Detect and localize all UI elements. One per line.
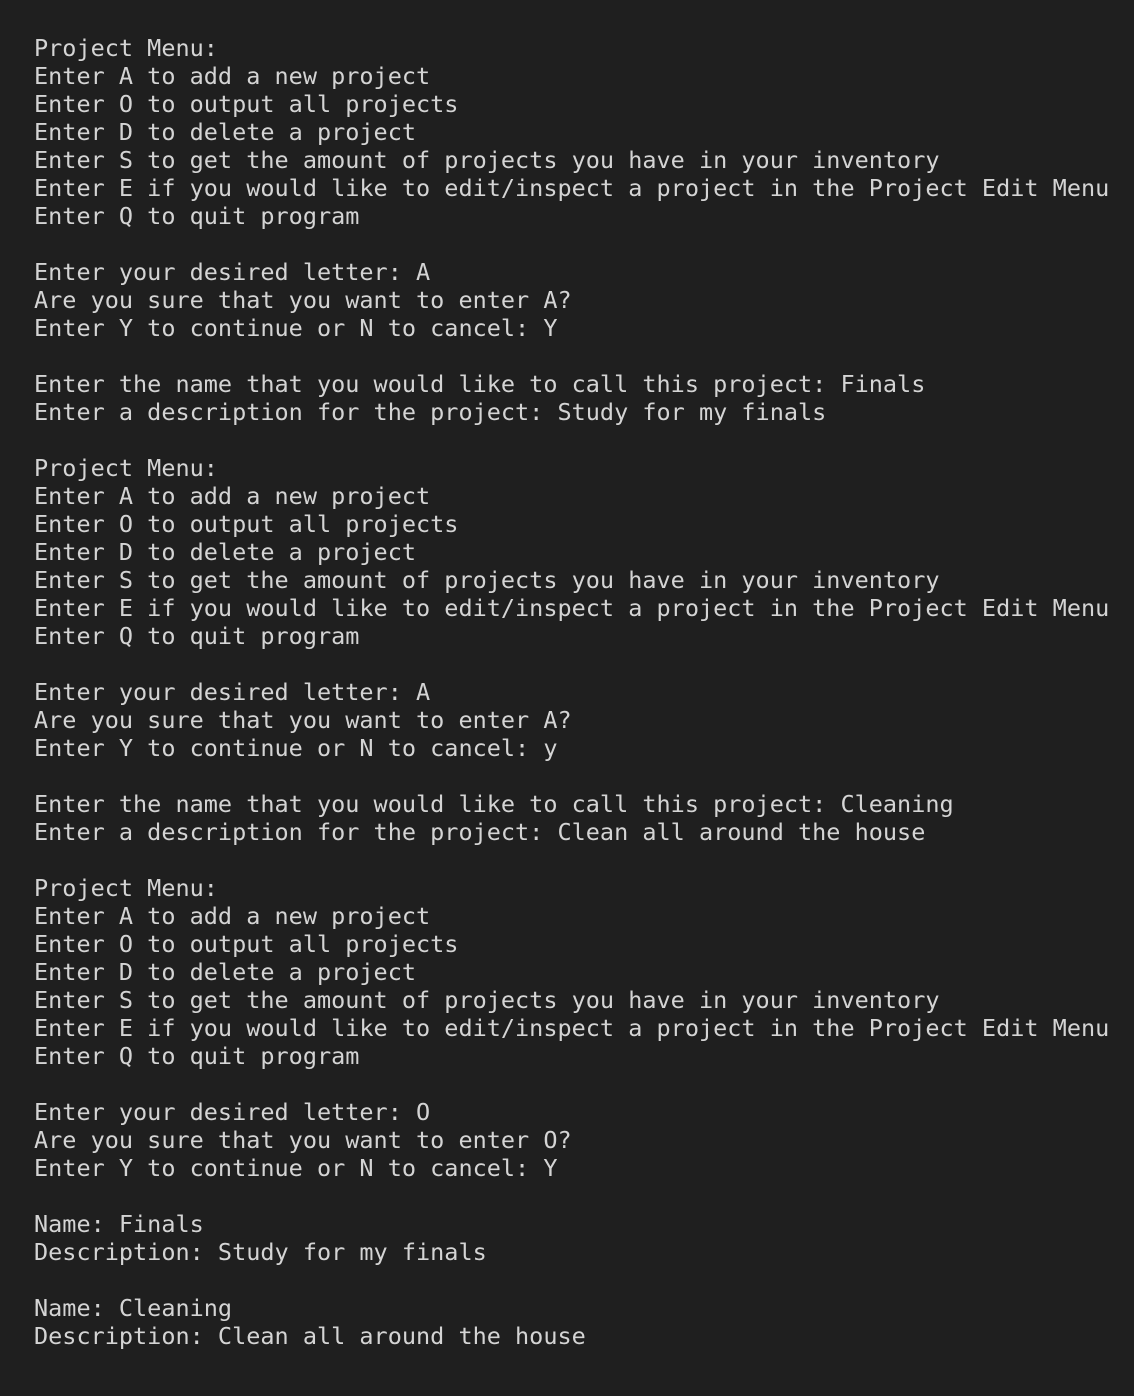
terminal-line <box>34 650 1134 678</box>
terminal-line: Enter the name that you would like to call this project: Finals <box>34 370 926 398</box>
terminal-line: Enter Q to quit program <box>34 622 360 650</box>
terminal-line: Enter E if you would like to edit/inspect a project in the Project Edit Menu <box>34 594 1110 622</box>
terminal-line: Enter Q to quit program <box>34 1042 360 1070</box>
terminal-line <box>34 1070 1134 1098</box>
terminal-line <box>34 342 1134 370</box>
terminal-line <box>34 426 1134 454</box>
terminal-line: Enter A to add a new project <box>34 62 431 90</box>
terminal-line <box>34 230 1134 258</box>
terminal-line: Enter Y to continue or N to cancel: y <box>34 734 558 762</box>
terminal-line: Enter S to get the amount of projects you have in your inventory <box>34 986 940 1014</box>
terminal-line: Enter A to add a new project <box>34 902 431 930</box>
terminal-line: Are you sure that you want to enter O? <box>34 1126 572 1154</box>
terminal-line: Enter O to output all projects <box>34 930 459 958</box>
terminal-line: Enter a description for the project: Clean all around the house <box>34 818 926 846</box>
terminal-line: Enter O to output all projects <box>34 90 459 118</box>
terminal-line <box>34 1182 1134 1210</box>
terminal-line: Project Menu: <box>34 874 218 902</box>
terminal-line: Enter your desired letter: A <box>34 678 431 706</box>
terminal-line: Enter O to output all projects <box>34 510 459 538</box>
terminal-line: Name: Finals <box>34 1210 204 1238</box>
terminal-line <box>34 1266 1134 1294</box>
terminal-line: Enter D to delete a project <box>34 118 417 146</box>
terminal-line: Enter D to delete a project <box>34 958 417 986</box>
terminal-line: Enter A to add a new project <box>34 482 431 510</box>
terminal-line: Are you sure that you want to enter A? <box>34 286 572 314</box>
terminal-line: Enter your desired letter: A <box>34 258 431 286</box>
terminal-line: Enter E if you would like to edit/inspect a project in the Project Edit Menu <box>34 1014 1110 1042</box>
terminal-line: Project Menu: <box>34 34 218 62</box>
terminal-line: Enter S to get the amount of projects you have in your inventory <box>34 146 940 174</box>
terminal-line: Enter your desired letter: O <box>34 1098 431 1126</box>
terminal-line: Enter S to get the amount of projects you have in your inventory <box>34 566 940 594</box>
terminal-line <box>34 762 1134 790</box>
terminal-line <box>34 846 1134 874</box>
terminal-line: Description: Clean all around the house <box>34 1322 586 1350</box>
terminal-output <box>34 34 1134 1350</box>
terminal-line: Description: Study for my finals <box>34 1238 487 1266</box>
terminal-line: Project Menu: <box>34 454 218 482</box>
terminal-line: Are you sure that you want to enter A? <box>34 706 572 734</box>
terminal-line: Enter Y to continue or N to cancel: Y <box>34 314 558 342</box>
terminal-line: Enter a description for the project: Study for my finals <box>34 398 827 426</box>
terminal-line: Enter the name that you would like to call this project: Cleaning <box>34 790 954 818</box>
terminal-line: Enter E if you would like to edit/inspect a project in the Project Edit Menu <box>34 174 1110 202</box>
terminal-line: Name: Cleaning <box>34 1294 233 1322</box>
terminal-line: Enter Q to quit program <box>34 202 360 230</box>
terminal-line: Enter Y to continue or N to cancel: Y <box>34 1154 558 1182</box>
terminal-line: Enter D to delete a project <box>34 538 417 566</box>
